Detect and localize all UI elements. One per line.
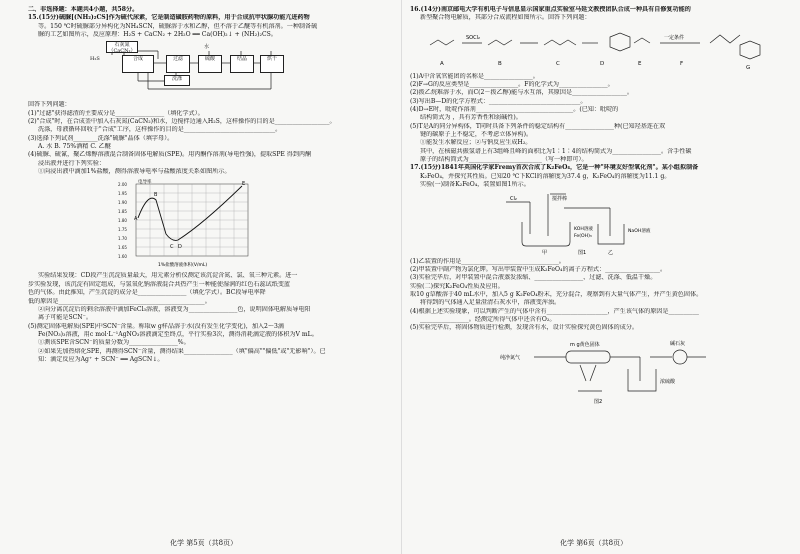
q16-item-6: 结构简式为 ，具有芳香性和弱碱性)。 [420, 114, 522, 122]
q17-item-2: (2)甲装置中副产物为氯化钾。写出甲装置中生成K₂FeO₄的离子方程式：__________________。 [410, 265, 667, 273]
q17-item-1: (1)乙装置的作用是________________________________。 [410, 257, 565, 265]
figure-2-svg [410, 335, 790, 405]
h2s-label: H₂S [90, 56, 100, 63]
q17-item-7: (4)根据上述实验现象，可以判断产生的气体中含有____________________，产生该气体的原因是__________ [410, 307, 699, 315]
chart-xlabel: 1%盐酸溶液体积(V/mL) [158, 263, 208, 269]
q15-item-3: (3)选择下列试剂________洗涤"硫脲"晶体（填字母）。 [28, 134, 174, 142]
ytick: 1.80 [118, 218, 127, 224]
crystallize-box [230, 55, 254, 73]
q15-more-10: ②如果先加热熔化SPE，再测得SCN⁻含量，测得结果________________（填"偏高""偏低"或"无影响"）。已 [38, 347, 326, 355]
y-tick-labels [118, 182, 127, 259]
q17-line-1: 17.(15分)1841年英国化学家Fremy首次合成了K₂FeO₄，它是一种"环境友好型氧化剂"。某小组拟制备 [410, 164, 699, 172]
q16-item-9: ①能发生水解反应；②与钠反应生成H₂。 [420, 139, 532, 147]
q16-line-2: 新型聚合物电解质，其部分合成流程如图所示。回答下列问题： [420, 14, 591, 22]
q15-item-2b: 洗涤，母液循环回收于"合成"工序，这样操作的目的是______________________________。 [38, 126, 282, 134]
h2so4-label: 浓硫酸 [660, 378, 676, 385]
section-title: 二、非选择题：本题共4小题，共58分。 [28, 6, 139, 13]
cl2-label: Cl₂ [510, 195, 517, 202]
figure-2-apparatus [410, 335, 798, 405]
right-column [410, 6, 798, 407]
q16-item-7: (5)T是A的同分异构体，T同时具备下列条件的稳定结构有________________种(已知羟基连在双 [410, 122, 666, 130]
q15-more-1: 实验结果发现：CD段产生沉淀质量最大，用元素分析仪测定该沉淀含氮、氯、氧三种元素。进一 [38, 272, 298, 280]
label-d: D [600, 60, 605, 67]
q16-item-11: 原子的结构简式为________________________（写一种即可）。 [420, 156, 588, 164]
crystallize-label: 结晶 [236, 56, 247, 63]
fig1-caption: 图1 [578, 249, 587, 256]
q15-more-11: 知：滴定反应为Ag⁺ + SCN⁻ ══ AgSCN↓。 [38, 355, 164, 363]
label-c: C [556, 60, 560, 67]
q16-item-10: 其中，在核磁共振氢谱上有3组峰且峰的面积比为1∶1∶4的结构简式为________________。含手性碳 [420, 147, 692, 155]
q16-item-1: (1)A中含氧官能团的名称是________________。 [410, 72, 539, 80]
q17-item-3: (3)实验完毕后，对甲装置中混合液蒸发浓缩、________________、过滤、洗涤、低温干燥。 [410, 274, 657, 282]
socl2-label: SOCl₂ [466, 34, 480, 41]
label-b: B [498, 60, 502, 67]
process-flow-diagram [28, 41, 416, 99]
label-a: A [440, 60, 444, 67]
point-d-label: D [178, 244, 182, 251]
label-g: G [746, 64, 751, 71]
synthesis-box [122, 55, 154, 73]
n2-label: 纯净氮气 [500, 354, 521, 361]
yi-label: 乙 [608, 249, 614, 256]
ytick: 1.65 [118, 245, 127, 251]
chart-point-labels [134, 181, 245, 250]
chart-ylabel: 电导率 [138, 180, 152, 186]
q17-item-9: (5)实验完毕后，将固体物质进行检测，发现含有水，设计实验探究黄色固体的成分。 [410, 324, 639, 332]
condition-label: 一定条件 [664, 34, 685, 41]
point-e-label: E [242, 181, 246, 188]
conductivity-chart-svg [108, 178, 318, 270]
sulfuric-box [198, 55, 222, 73]
q16-item-4: (3)写出B—D的化学方程式：______________________________。 [410, 97, 587, 105]
q15-item-4: (4)硫脲、硫氰，聚乙烯醇溶液混合制备固体电解质(SPE)。用丙酮作溶剂(导电性强)，提取SPE 得到丙酮 [28, 151, 312, 159]
q17-item-8: ________________。经测定所得气体中还含有O₂。 [420, 315, 556, 323]
q15-more-7: (5)测定固体电解质(SPE)中SCN⁻含量。称取w g样品溶于水(没有发生化学变化)，加入2～3滴 [28, 322, 284, 330]
q16-line-1: 16.(14分)南京邮电大学有机电子与信息显示国家重点实验室马延文教授团队合成一种具有自修复功能的 [410, 6, 691, 13]
water-label: 水 [204, 44, 210, 51]
q15-more-6: 离子可能是SCN⁻。 [38, 314, 92, 322]
q16-item-2: (2)F→G的反应类型是________________。F的化学式为________________。 [410, 81, 614, 89]
point-a-label: A [134, 216, 138, 223]
q15-item-4a: ①向浸出液中滴加1%盐酸，测得溶液导电率与盐酸浓度关系如图所示。 [38, 168, 231, 176]
ytick: 1.95 [118, 191, 127, 197]
naoh-label: NaOH溶液 [628, 228, 651, 234]
q15-item-4b: 浸出液并进行下列实验： [38, 159, 106, 167]
right-footer: 化学 第6页（共8页） [560, 539, 628, 547]
q15-item-3-options: A. 水 B. 75%酒精 C. 乙醚 [38, 143, 111, 151]
q15-line-3: 脲的工艺如图所示，反应原理：H₂S + CaCN₂ + 2H₂O ══ Ca(OH)₂↓ + (NH₂)₂CS。 [38, 31, 277, 39]
ytick: 1.90 [118, 200, 127, 206]
filter-label: 过滤 [172, 56, 183, 63]
q17-line-3: 实验(一)制备K₂FeO₄，装置如图1所示。 [420, 181, 530, 189]
cacn2-label: 石灰氮（CaCN₂） [108, 42, 136, 55]
synthesis-scheme-svg [410, 25, 790, 71]
dry-box [260, 55, 284, 73]
q17-item-5: 取10 g草酸溶于40 mL水中，加入5 g K₂FeO₄粉末，充分混合，观察到有大量气体产生，并产生黄色固体。 [410, 290, 703, 298]
ytick: 2.00 [118, 182, 127, 188]
raw-materials-box [106, 41, 138, 53]
q15-more-5: ②向分离沉淀后的剩余溶液中滴加FeCl₃溶液，溶液变为________________色，说明固体电解质导电阳 [38, 305, 311, 313]
q15-more-8: Fe(NO₃)₃溶液，用c mol·L⁻¹AgNO₃溶液滴定至终点，平行实验3次，测得消耗滴定液的体积为V mL。 [38, 330, 318, 338]
feoh3-label: Fe(OH)₃ [574, 233, 592, 239]
dry-label: 烘干 [266, 56, 277, 63]
synthesis-scheme [410, 25, 798, 71]
label-f: F [680, 60, 684, 67]
koh-label: KOH溶液 [574, 226, 594, 232]
q15-item-1: (1)"过滤"获得滤渣的主要成分是________________（填化学式）。 [28, 109, 204, 117]
ytick: 1.75 [118, 227, 127, 233]
q16-item-3: (2)拨乙烷难溶于水，而C(2－拨乙醇)能与水互溶，其原因是__________________。 [410, 89, 634, 97]
q17-item-4: 实验(二)探究K₂FeO₄性质及应用。 [410, 282, 504, 290]
point-c-label: C [170, 244, 174, 251]
stirrer-label: 搅拌棒 [552, 195, 568, 202]
fig2-caption: 图2 [594, 398, 603, 405]
q15-more-3: 色的气体。由此推知，产生沉淀的成分是________________（填化学式）。BC段导电率降 [28, 289, 266, 297]
compound-labels [440, 61, 750, 71]
label-e: E [638, 60, 642, 67]
q17-item-6: 将得到的气体通入足量澄清石灰水中，溶液变浑浊。 [420, 299, 561, 307]
left-footer: 化学 第5页（共8页） [170, 539, 238, 547]
q15-more-4: 低的原因是________________________________________________。 [28, 297, 211, 305]
left-column [28, 6, 416, 364]
ask-line: 回答下列问题： [28, 101, 71, 109]
conductivity-chart [28, 178, 416, 270]
figure-1-svg [410, 192, 790, 256]
q15-line-2: 等。150 ℃时硫脲部分异构化为NH₄SCN，硫脲溶于水和乙醇，但不溶于乙醚等有机溶剂。一种制备硫 [38, 22, 318, 30]
q17-line-2: K₂FeO₄，并探究其性质。已知20 ℃下KCl的溶解度为37.4 g，K₂FeO₄的溶解度为11.1 g。 [420, 172, 671, 180]
synthesis-label: 合成 [132, 56, 143, 63]
jia-label: 甲 [542, 249, 548, 256]
sample-label: m g黄色固体 [570, 341, 600, 348]
q15-line-1: 15.(15分)硫脲[(NH₂)₂CS]作为硫代尿素，它是制造磺胺药物的原料，用于合成抗甲状腺功能亢进药物 [28, 14, 310, 22]
figure-1-apparatus [410, 192, 798, 256]
sulfuric-label: 硫酸 [204, 56, 215, 63]
q15-more-9: ①测该SPE含SCN⁻的质量分数为________________%。 [38, 339, 190, 347]
q16-item-8: 键的碳原子上不稳定，不考虑立体异构)。 [420, 131, 533, 139]
lime-label: 碱石灰 [670, 340, 686, 347]
wash-label: 洗涤 [171, 76, 182, 83]
ytick: 1.60 [118, 254, 127, 260]
filter-box [166, 55, 190, 73]
q15-more-2: 步实验发现，该沉淀有固定组成，与氢氧化钠溶液混合共热产生一种能使湿润的红色石蕊试纸变蓝 [28, 280, 291, 288]
ytick: 1.85 [118, 209, 127, 215]
ytick: 1.70 [118, 236, 127, 242]
q15-item-2: (2)"合成"时，在合成釜中加入石灰氮(CaCN₂)和水，边搅拌边通入H₂S，这样操作的目的是__________________。 [28, 118, 336, 126]
wash-box [164, 75, 190, 86]
point-b-label: B [154, 192, 158, 199]
q16-item-5: (4)D→E时，吡啶作溶剂________________________________。(已知：吡啶的 [410, 106, 619, 114]
